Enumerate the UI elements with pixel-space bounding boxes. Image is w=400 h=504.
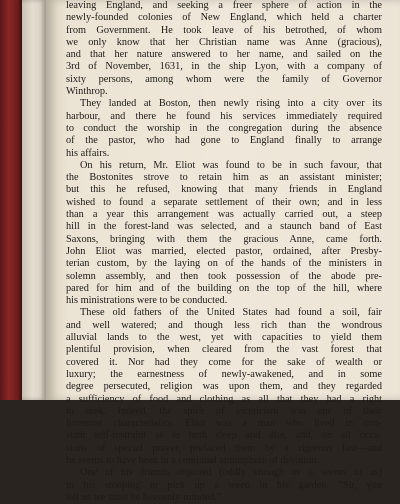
text-line: covered it. Nor had they come for the sake of wealth or [66,356,382,368]
text-line: than a year this arrangement was actually carried out, a steep [66,209,382,221]
text-line: Saxons, bringing with them the gracious Anne, came forth. [66,233,382,245]
text-line: wished to found a separate settlement of their own; and in less [66,196,382,208]
text-line: sions of special prayer, prefaced them by a rigorous fast—and [66,442,382,454]
paragraph [66,307,382,467]
text-line: terian custom, by the laying on of the hands of the ministers in [66,258,382,270]
text-line: These old fathers of the United States had found a soil, fair [80,307,382,319]
text-line: to seek. Indeed, the spirit of asceticism was one of their [66,405,382,417]
text-line: a sufficiency of food and clothing as all that they had a right [66,393,382,405]
text-line: 3rd of November, 1631, in the ship Lyon, with a company of [66,61,382,73]
text-line: plentiful provision, when cleared from the vast forest that [66,344,382,356]
text-line: from Government. He took leave of his betrothed, of whom [66,24,382,36]
text-line: foremost characteristics. Eliot was a man who lived in con- [66,418,382,430]
text-line: and that her nature answered to her name, and sailed on the [66,49,382,61]
text-line: sixty persons, among whom were the family of Governor [66,73,382,85]
text-line: degree persecuted, religion was upon them, and they regarded [66,381,382,393]
text-line: On his return, Mr. Eliot was found to be in such favour, that [80,159,382,171]
text-line: and well watered; and though less rich than the wondrous [66,319,382,331]
text-line: of the pastor, who had gone to England finally to arrange [66,135,382,147]
paragraph [66,0,382,98]
text-line: They landed at Boston, then newly rising into a city over its [80,98,382,110]
text-line: to his stooping to pick up a weed in his garden. “Sir, you [66,479,382,491]
text-line: the Bostonites strove to retain him as an assistant minister; [66,172,382,184]
text-line: John Eliot was married, elected pastor, ordained, after Presby- [66,245,382,257]
text-line: pared for him and of the building on the top of the hill, where [66,282,382,294]
book-binding [0,0,22,400]
text-line: alluvial lands to the west, yet with capacities to yield them [66,332,382,344]
text-line: to conduct the worship in the congregation during the absence [66,122,382,134]
text-line: his ministrations were to be conducted. [66,295,228,307]
text-line: his affairs. [66,147,110,159]
text-line: but this he refused, knowing that many friends in England [66,184,382,196]
text-line: Winthrop. [66,86,108,98]
page-text [66,0,382,504]
paragraph [66,467,382,504]
text-line: leaving England, and seeking a freer sphere of action in the [66,0,382,11]
text-line: One of his friends objected (oddly enough as it seems to us) [80,467,382,479]
text-line: luxury; the earnestness of newly-awakened, and in some [66,368,382,380]
text-line: harbour, and there he found his services immediately required [66,110,382,122]
text-line: hill in the forest-land was selected, and a staunch band of East [66,221,382,233]
text-line: we only know that her Christian name was Anne (gracious), [66,36,382,48]
text-line: newly-founded colonies of New England, which held a charter [66,12,382,24]
text-line: stant self-restraint as to both sleep and diet, and, on all occa- [66,430,382,442]
text-line: tell us we must be heavenly-minded.” [66,491,222,503]
text-line: solemn assembly, and then took possession of the abode pre- [66,270,382,282]
paragraph [66,160,382,308]
text-line: he seems to have been in a continual atmosphere of devotion. [66,454,320,466]
paragraph [66,98,382,159]
book-endpaper [22,0,46,400]
